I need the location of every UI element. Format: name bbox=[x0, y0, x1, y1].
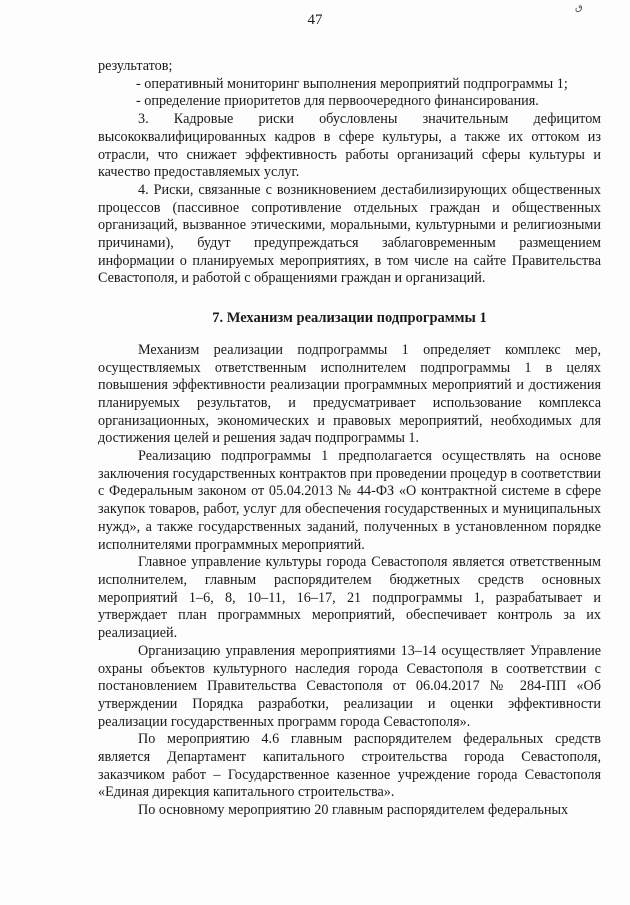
list-item-monitoring: - оперативный мониторинг выполнения мероприятий подпрограммы 1; bbox=[136, 75, 568, 92]
paragraph-measure-4-6: По мероприятию 4.6 главным распорядителем федеральных средств является Департамент капитального строительства города Севастополя, заказчиком работ – Государственное казенное учреждение города Севастополя «Единая дирекция капитального строительства». bbox=[98, 731, 601, 801]
document-body bbox=[98, 58, 601, 820]
paragraph-mechanism: Механизм реализации подпрограммы 1 определяет комплекс мер, осуществляемых ответственным исполнителем подпрограммы 1 в целях повышения эффективности реализации программных мероприятий и достижения планируемых результатов, и предусматривает использование комплекса организационных, экономических и правовых мероприятий, необходимых для достижения целей и решения задач подпрограммы 1. bbox=[98, 341, 601, 447]
paragraph-contracts: Реализацию подпрограммы 1 предполагается осуществлять на основе заключения государственных контрактов при проведении процедур в соответствии с Федеральным законом от 05.04.2013 № 44-ФЗ «О контрактной системе в сфере закупок товаров, работ, услуг для обеспечения государственных и муниципальных нужд», а также государственных заданий, полученных в установленном порядке исполнителями программных мероприятий. bbox=[98, 448, 601, 553]
corner-mark: ٯ bbox=[575, 2, 583, 13]
paragraph-measure-20: По основному мероприятию 20 главным распорядителем федеральных bbox=[138, 802, 569, 819]
list-item-priorities: - определение приоритетов для первоочередного финансирования. bbox=[136, 93, 539, 110]
section-heading: 7. Механизм реализации подпрограммы 1 bbox=[212, 310, 487, 327]
paragraph-heritage-directorate: Организацию управления мероприятиями 13–14 осуществляет Управление охраны объектов культурного наследия города Севастополя в соответствии с постановлением Правительства Севастополя от 06.04.2017 № 284-ПП «Об утверждении Порядка разработки, реализации и оценки эффективности реализации государственных программ города Севастополя». bbox=[98, 642, 601, 730]
paragraph-continuation: результатов; bbox=[98, 58, 173, 74]
paragraph-social-risks: 4. Риски, связанные с возникновением дестабилизирующих общественных процессов (пассивное сопротивление отдельных граждан и общественных организаций, вызванное этическими, моральными, культурными и религиозными причинами), будут предупреждаться заблаговременным размещением информации о планируемых мероприятиях, в том числе на сайте Правительства Севастополя, и работой с обращениями граждан и организаций. bbox=[98, 181, 601, 287]
page-number: 47 bbox=[307, 12, 323, 28]
paragraph-staff-risks: 3. Кадровые риски обусловлены значительным дефицитом высококвалифицированных кадров в сфере культуры, а также их оттоком из отрасли, что снижает эффективность работы организаций сферы культуры и качество предоставляемых услуг. bbox=[98, 111, 601, 181]
paragraph-main-directorate: Главное управление культуры города Севастополя является ответственным исполнителем, главным распорядителем бюджетных средств основных мероприятий 1–6, 8, 10–11, 16–17, 21 подпрограммы 1, разрабатывает и утверждает план программных мероприятий, обеспечивает контроль за их реализацией. bbox=[98, 554, 601, 642]
